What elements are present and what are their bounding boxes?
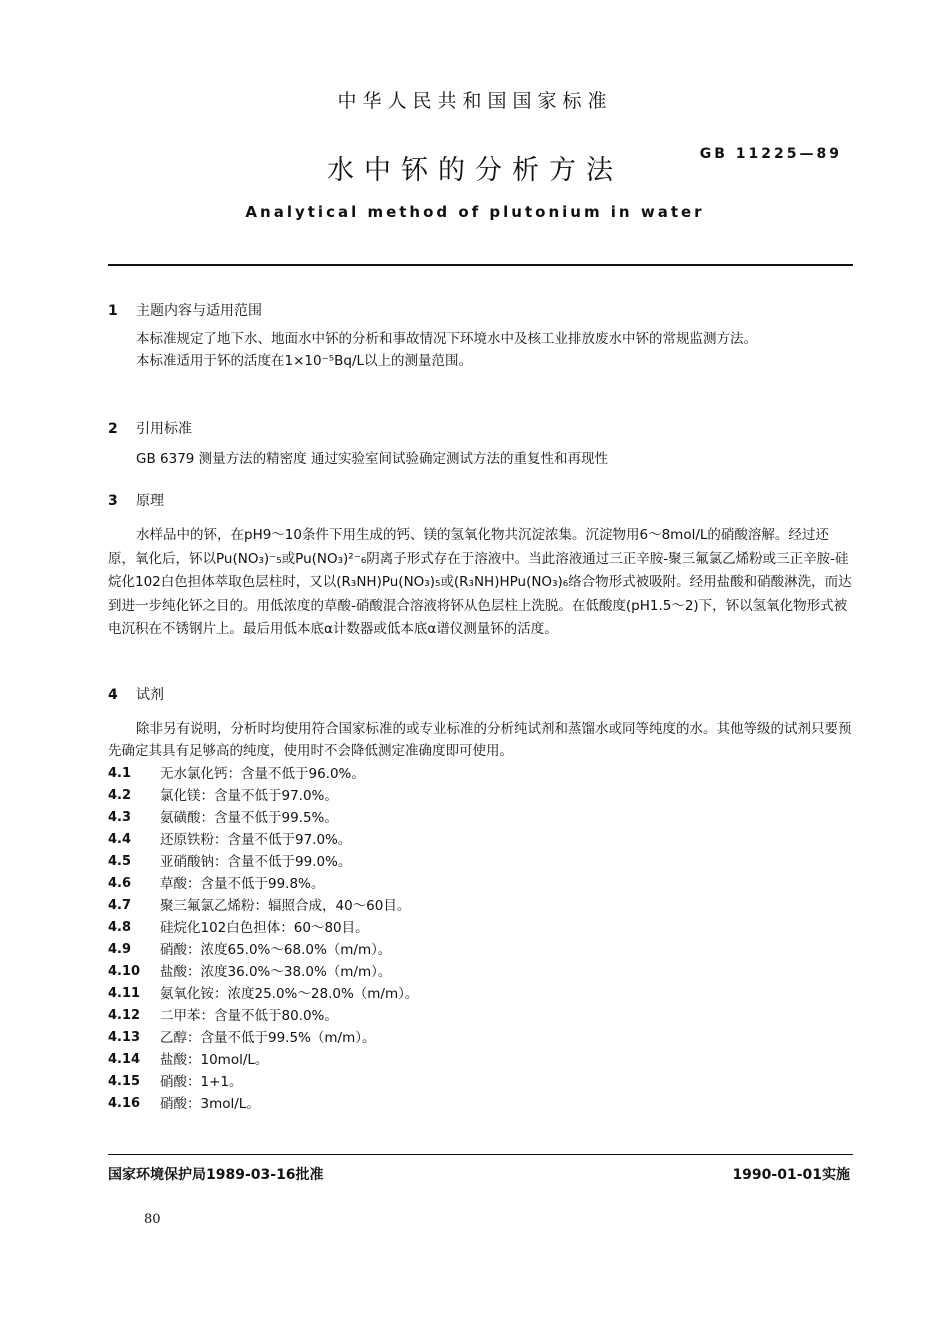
reagent-number: 4.2	[108, 788, 132, 803]
reagent-text: 草酸：含量不低于99.8%。	[160, 876, 325, 892]
reagent-item	[108, 1093, 853, 1115]
section-title: 主题内容与适用范围	[136, 303, 262, 319]
reagent-list	[108, 763, 853, 1115]
reagent-item	[108, 961, 853, 983]
reagent-number: 4.12	[108, 1008, 141, 1023]
reagent-item	[108, 829, 853, 851]
reagent-number: 4.13	[108, 1030, 141, 1045]
reagent-number: 4.16	[108, 1096, 141, 1111]
reagent-number: 4.7	[108, 898, 132, 913]
reagent-text: 无水氯化钙：含量不低于96.0%。	[160, 766, 365, 782]
reagent-text: 硝酸：浓度65.0%～68.0%（m/m）。	[160, 942, 392, 958]
effective-date: 1990-01-01实施	[732, 1167, 850, 1183]
reagent-item	[108, 1071, 853, 1093]
reagent-text: 亚硝酸钠：含量不低于99.0%。	[160, 854, 352, 870]
section-2-heading	[108, 418, 853, 440]
reagent-text: 氨磺酸：含量不低于99.5%。	[160, 810, 338, 826]
section-number: 2	[108, 421, 118, 437]
header-divider	[108, 264, 853, 266]
reagent-text: 聚三氟氯乙烯粉：辐照合成，40～60目。	[160, 898, 411, 914]
reagent-item	[108, 939, 853, 961]
reagent-text: 氨氧化铵：浓度25.0%～28.0%（m/m）。	[160, 986, 419, 1002]
section-number: 1	[108, 303, 118, 319]
reagent-number: 4.8	[108, 920, 132, 935]
section-title: 引用标准	[136, 421, 192, 437]
reagent-item	[108, 1027, 853, 1049]
section-4	[108, 684, 853, 1115]
reagent-text: 硝酸：1+1。	[160, 1074, 243, 1090]
reagent-text: 盐酸：10mol/L。	[160, 1052, 269, 1068]
section-number: 3	[108, 493, 118, 509]
reagent-number: 4.15	[108, 1074, 141, 1089]
reagent-text: 硝酸：3mol/L。	[160, 1096, 260, 1112]
reagent-text: 硅烷化102白色担体：60～80目。	[160, 920, 369, 936]
reagent-item	[108, 785, 853, 807]
section-title: 试剂	[136, 687, 164, 703]
reagent-item	[108, 763, 853, 785]
approval-date: 国家环境保护局1989-03-16批准	[108, 1167, 324, 1183]
english-title: Analytical method of plutonium in water	[245, 203, 705, 221]
reagent-item	[108, 873, 853, 895]
page-number: 80	[144, 1212, 161, 1227]
reagent-text: 乙醇：含量不低于99.5%（m/m）。	[160, 1030, 376, 1046]
reagent-number: 4.10	[108, 964, 141, 979]
reagent-number: 4.9	[108, 942, 132, 957]
reagent-number: 4.6	[108, 876, 132, 891]
reagent-item	[108, 917, 853, 939]
reagent-text: 二甲苯：含量不低于80.0%。	[160, 1008, 338, 1024]
reagent-item	[108, 851, 853, 873]
reagent-item	[108, 895, 853, 917]
reagent-text: 氯化镁：含量不低于97.0%。	[160, 788, 338, 804]
reagent-number: 4.1	[108, 766, 132, 781]
section-1-heading	[108, 300, 853, 322]
section-1	[108, 300, 853, 372]
reagent-number: 4.14	[108, 1052, 141, 1067]
document-title: 水中钚的分析方法	[327, 155, 623, 186]
section-3	[108, 490, 853, 642]
paragraph: 本标准适用于钚的活度在1×10⁻⁵Bq/L以上的测量范围。	[136, 353, 473, 369]
reagent-item	[108, 983, 853, 1005]
referenced-standard: GB 6379 测量方法的精密度 通过实验室间试验确定测试方法的重复性和再现性	[136, 451, 608, 467]
reagent-item	[108, 1005, 853, 1027]
standard-code: GB 11225—89	[699, 146, 842, 162]
section-2	[108, 418, 853, 470]
section-title: 原理	[136, 493, 164, 509]
standard-organization: 中华人民共和国国家标准	[337, 90, 613, 112]
paragraph: 水样品中的钚，在pH9～10条件下用生成的钙、镁的氢氧化物共沉淀浓集。沉淀物用6～8mol/L的硝酸溶解。经过还原，氧化后，钚以Pu(NO₃)⁻₅或Pu(NO₃)²⁻₆阴离子形式存在于溶液中。当此溶液通过三正辛胺-聚三氟氯乙烯粉或三正辛胺-硅烷化102白色担体萃取色层柱时，又以(R₃NH)Pu(NO₃)₅或(R₃NH)HPu(NO₃)₆络合物形式被吸附。经用盐酸和硝酸淋洗，而达到进一步纯化钚之目的。用低浓度的草酸-硝酸混合溶液将钚从色层柱上洗脱。在低酸度(pH1.5～2)下，钚以氢氧化物形式被电沉积在不锈钢片上。最后用低本底α计数器或低本底α谱仪测量钚的活度。	[108, 527, 852, 637]
section-4-heading	[108, 684, 853, 706]
reagent-number: 4.4	[108, 832, 132, 847]
reagent-number: 4.3	[108, 810, 132, 825]
reagent-number: 4.5	[108, 854, 132, 869]
section-3-heading	[108, 490, 853, 512]
reagent-item	[108, 1049, 853, 1071]
footer-divider	[108, 1154, 853, 1155]
reagent-text: 盐酸：浓度36.0%～38.0%（m/m）。	[160, 964, 392, 980]
section-number: 4	[108, 687, 118, 703]
paragraph: 本标准规定了地下水、地面水中钚的分析和事故情况下环境水中及核工业排放废水中钚的常规监测方法。	[136, 331, 757, 347]
paragraph: 除非另有说明，分析时均使用符合国家标准的或专业标准的分析纯试剂和蒸馏水或同等纯度的水。其他等级的试剂只要预先确定其具有足够高的纯度，使用时不会降低测定准确度即可使用。	[108, 721, 852, 759]
reagent-item	[108, 807, 853, 829]
reagent-text: 还原铁粉：含量不低于97.0%。	[160, 832, 352, 848]
reagent-number: 4.11	[108, 986, 141, 1001]
